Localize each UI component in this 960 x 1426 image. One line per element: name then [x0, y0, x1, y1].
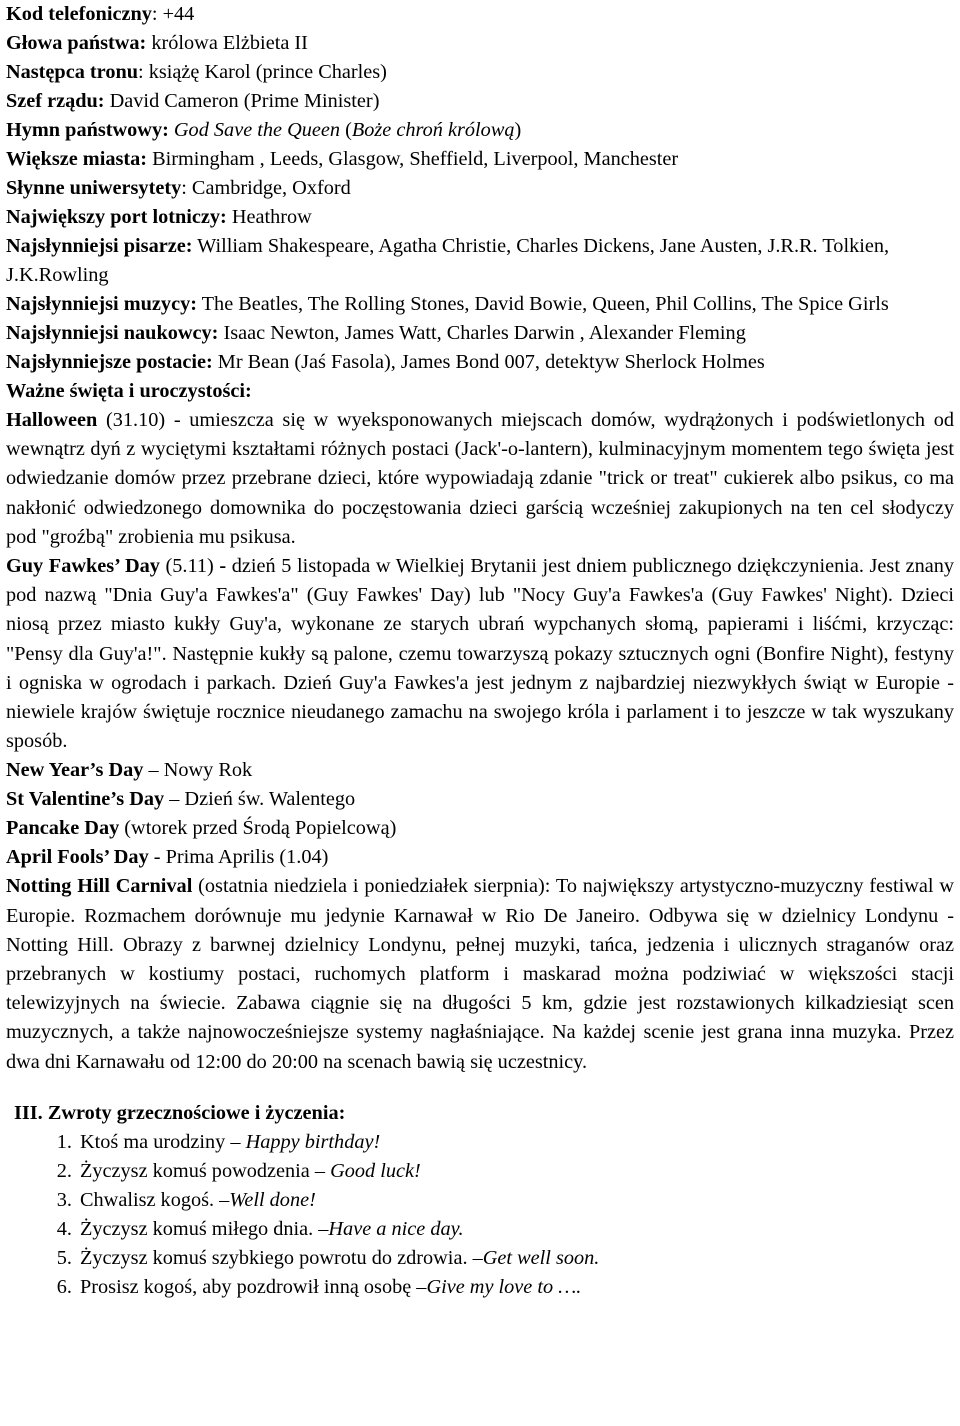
holiday-name: Guy Fawkes’ Day — [6, 555, 160, 578]
holiday-text: (ostatnia niedziela i poniedziałek sierpnia): To największy artystyczno-muzyczny festiwal w Europie. Rozmachem dorównuje mu jedynie Karnawał w Rio De Janeiro. Odbywa się w dzielnicy Londynu - Notting Hill. Obrazy z barwnej dzielnicy Londynu, pełnej muzyki, tańca, jedzenia i ulicznych straganów oraz przebranych w kostiumy postaci, ruchomych platform i maskarad można podziwiać w większości stacji telewizyjnych na świecie. Zabawa ciągnie się na długości 5 km, gdzie jest rozstawionych kilkadziesiąt scen muzycznych, a także najnowocześniejsze systemy nagłaśniające. Na każdej scenie jest grana inna muzyka. Przez dwa dni Karnawału od 12:00 do 20:00 na scenach bawią się uczestnicy. — [6, 875, 954, 1073]
holiday-text: - Prima Aprilis (1.04) — [148, 846, 329, 869]
holiday-notting-hill — [6, 872, 954, 1076]
list-number: 3. — [56, 1188, 72, 1211]
holidays-heading — [6, 377, 954, 406]
fact-label: Najsłynniejsi naukowcy: — [6, 322, 219, 344]
fact-label: Największy port lotniczy: — [6, 206, 227, 228]
fact-phone-code — [6, 0, 954, 29]
list-item — [6, 1215, 954, 1244]
fact-label: Najsłynniejsi muzycy: — [6, 293, 197, 315]
list-item — [6, 1157, 954, 1186]
holiday-valentine — [6, 785, 954, 814]
holiday-guy-fawkes — [6, 552, 954, 756]
holiday-name: St Valentine’s Day — [6, 788, 165, 811]
fact-value: ) — [514, 119, 522, 141]
list-text: Prosisz kogoś, aby pozdrowił inną osobę – — [80, 1275, 427, 1298]
holidays-heading-text: Ważne święta i uroczystości: — [6, 380, 252, 402]
holiday-text: – Dzień św. Walentego — [164, 788, 356, 811]
fact-label: Najsłynniejsze postacie: — [6, 351, 213, 373]
list-text: Życzysz komuś miłego dnia. – — [80, 1217, 329, 1240]
fact-label: Kod telefoniczny — [6, 3, 152, 25]
list-number: 1. — [56, 1130, 72, 1153]
holiday-name: Pancake Day — [6, 817, 120, 840]
fact-value: : Cambridge, Oxford — [181, 177, 351, 199]
fact-scientists — [6, 319, 954, 348]
list-text: Życzysz komuś szybkiego powrotu do zdrowia. – — [80, 1246, 483, 1269]
holiday-text: (31.10) - umieszcza się w wyeksponowanych miejscach domów, wydrążonych i podświetlonych od wewnątrz dyń z wyciętymi kształtami różnych postaci (Jack'-o-lantern), kulminacyjnym momentem tego święta jest odwiedzanie domów przez przebrane dzieci, które wypowiadają zdanie "trick or treat" cukierek albo psikus, co ma nakłonić odwiedzonego domownika do poczęstowania dzieci garścią wcześniej zakupionych na ten cel słodyczy pod "groźbą" zrobienia mu psikusa. — [6, 409, 954, 548]
holiday-name: Halloween — [6, 409, 98, 431]
holiday-halloween — [6, 406, 954, 552]
holiday-name: April Fools’ Day — [6, 846, 149, 869]
fact-label: Najsłynniejsi pisarze: — [6, 235, 193, 257]
list-phrase: Well done! — [229, 1188, 316, 1211]
list-item — [6, 1244, 954, 1273]
fact-airport — [6, 203, 954, 232]
fact-cities — [6, 145, 954, 174]
holiday-text: (wtorek przed Środą Popielcową) — [119, 817, 397, 840]
fact-value: : książę Karol (prince Charles) — [138, 61, 387, 83]
fact-value: William Shakespeare, Agatha Christie, Charles Dickens, Jane Austen, J.R.R. Tolkien, J.K.Rowling — [6, 235, 890, 286]
fact-anthem — [6, 116, 954, 145]
list-item — [6, 1128, 954, 1157]
list-phrase: Happy birthday! — [245, 1130, 381, 1153]
fact-value: : +44 — [151, 3, 195, 25]
list-text: Chwalisz kogoś. – — [80, 1188, 230, 1211]
fact-value: Heathrow — [226, 206, 312, 228]
list-phrase: Give my love to …. — [426, 1275, 582, 1298]
holiday-april-fools — [6, 843, 954, 872]
fact-musicians — [6, 290, 954, 319]
list-item — [6, 1273, 954, 1302]
list-phrase: Get well soon. — [482, 1246, 600, 1269]
spacer — [6, 1077, 954, 1099]
fact-writers — [6, 232, 954, 290]
list-number: 5. — [56, 1246, 72, 1269]
fact-head-of-state — [6, 29, 954, 58]
fact-universities — [6, 174, 954, 203]
fact-label: Szef rządu: — [6, 90, 105, 112]
list-item — [6, 1186, 954, 1215]
holiday-dash: - — [219, 555, 227, 578]
fact-label: Głowa państwa: — [6, 32, 147, 54]
list-text: Życzysz komuś powodzenia – — [80, 1159, 331, 1182]
fact-value-italic: God Save the Queen — [168, 119, 341, 141]
holiday-text: – Nowy Rok — [143, 759, 253, 782]
holiday-new-year — [6, 756, 954, 785]
list-phrase: Good luck! — [330, 1159, 421, 1182]
fact-value: David Cameron (Prime Minister) — [104, 90, 380, 112]
fact-characters — [6, 348, 954, 377]
fact-value: ( — [340, 119, 352, 141]
fact-heir — [6, 58, 954, 87]
holiday-name: New Year’s Day — [6, 759, 144, 782]
fact-head-of-government — [6, 87, 954, 116]
holiday-name: Notting Hill Carnival — [6, 875, 193, 898]
fact-value: The Beatles, The Rolling Stones, David Bowie, Queen, Phil Collins, The Spice Girls — [196, 293, 889, 315]
fact-value: Mr Bean (Jaś Fasola), James Bond 007, detektyw Sherlock Holmes — [212, 351, 765, 373]
list-text: Ktoś ma urodziny – — [80, 1130, 246, 1153]
holidays-list — [6, 406, 954, 1077]
fact-value-italic: Boże chroń królową — [351, 119, 515, 141]
list-number: 2. — [56, 1159, 72, 1182]
fact-label: Następca tronu — [6, 61, 139, 83]
list-number: 6. — [56, 1275, 72, 1298]
fact-label: Hymn państwowy: — [6, 119, 169, 141]
holiday-text: (5.11) — [159, 555, 220, 578]
fact-label: Większe miasta: — [6, 148, 148, 170]
list-phrase: Have a nice day. — [328, 1217, 464, 1240]
fact-value: Birmingham , Leeds, Glasgow, Sheffield, Liverpool, Manchester — [147, 148, 679, 170]
list-number: 4. — [56, 1217, 72, 1240]
holiday-text: dzień 5 listopada w Wielkiej Brytanii jest dniem publicznego dziękczynienia. Jest znany pod nazwą "Dnia Guy'a Fawkes'a" (Guy Fawkes' Day) lub "Nocy Guy'a Fawkes'a (Guy Fawkes' Night). Dzieci niosą przez miasto kukły Guy'a, wykonane ze starych ubrań wypchanych słomą, papierami i liśćmi, krzycząc: "Pensy dla Guy'a!". Następnie kukły są palone, czemu towarzyszą pokazy sztucznych ogni (Bonfire Night), festyny i ogniska w ogrodach i parkach. Dzień Guy'a Fawkes'a jest jednym z najbardziej niezwykłych świąt w Europie - niewiele krajów świętuje rocznice nieudanego zamachu na swojego króla i parlament i to jeszcze w tak wyszukany sposób. — [6, 555, 954, 753]
phrases-list — [6, 1128, 954, 1302]
fact-value: Isaac Newton, James Watt, Charles Darwin , Alexander Fleming — [218, 322, 746, 344]
holiday-pancake — [6, 814, 954, 843]
fact-value: królowa Elżbieta II — [146, 32, 308, 54]
fact-label: Słynne uniwersytety — [6, 177, 182, 199]
section-title: III. Zwroty grzecznościowe i życzenia: — [14, 1101, 346, 1124]
facts-list — [6, 0, 954, 377]
